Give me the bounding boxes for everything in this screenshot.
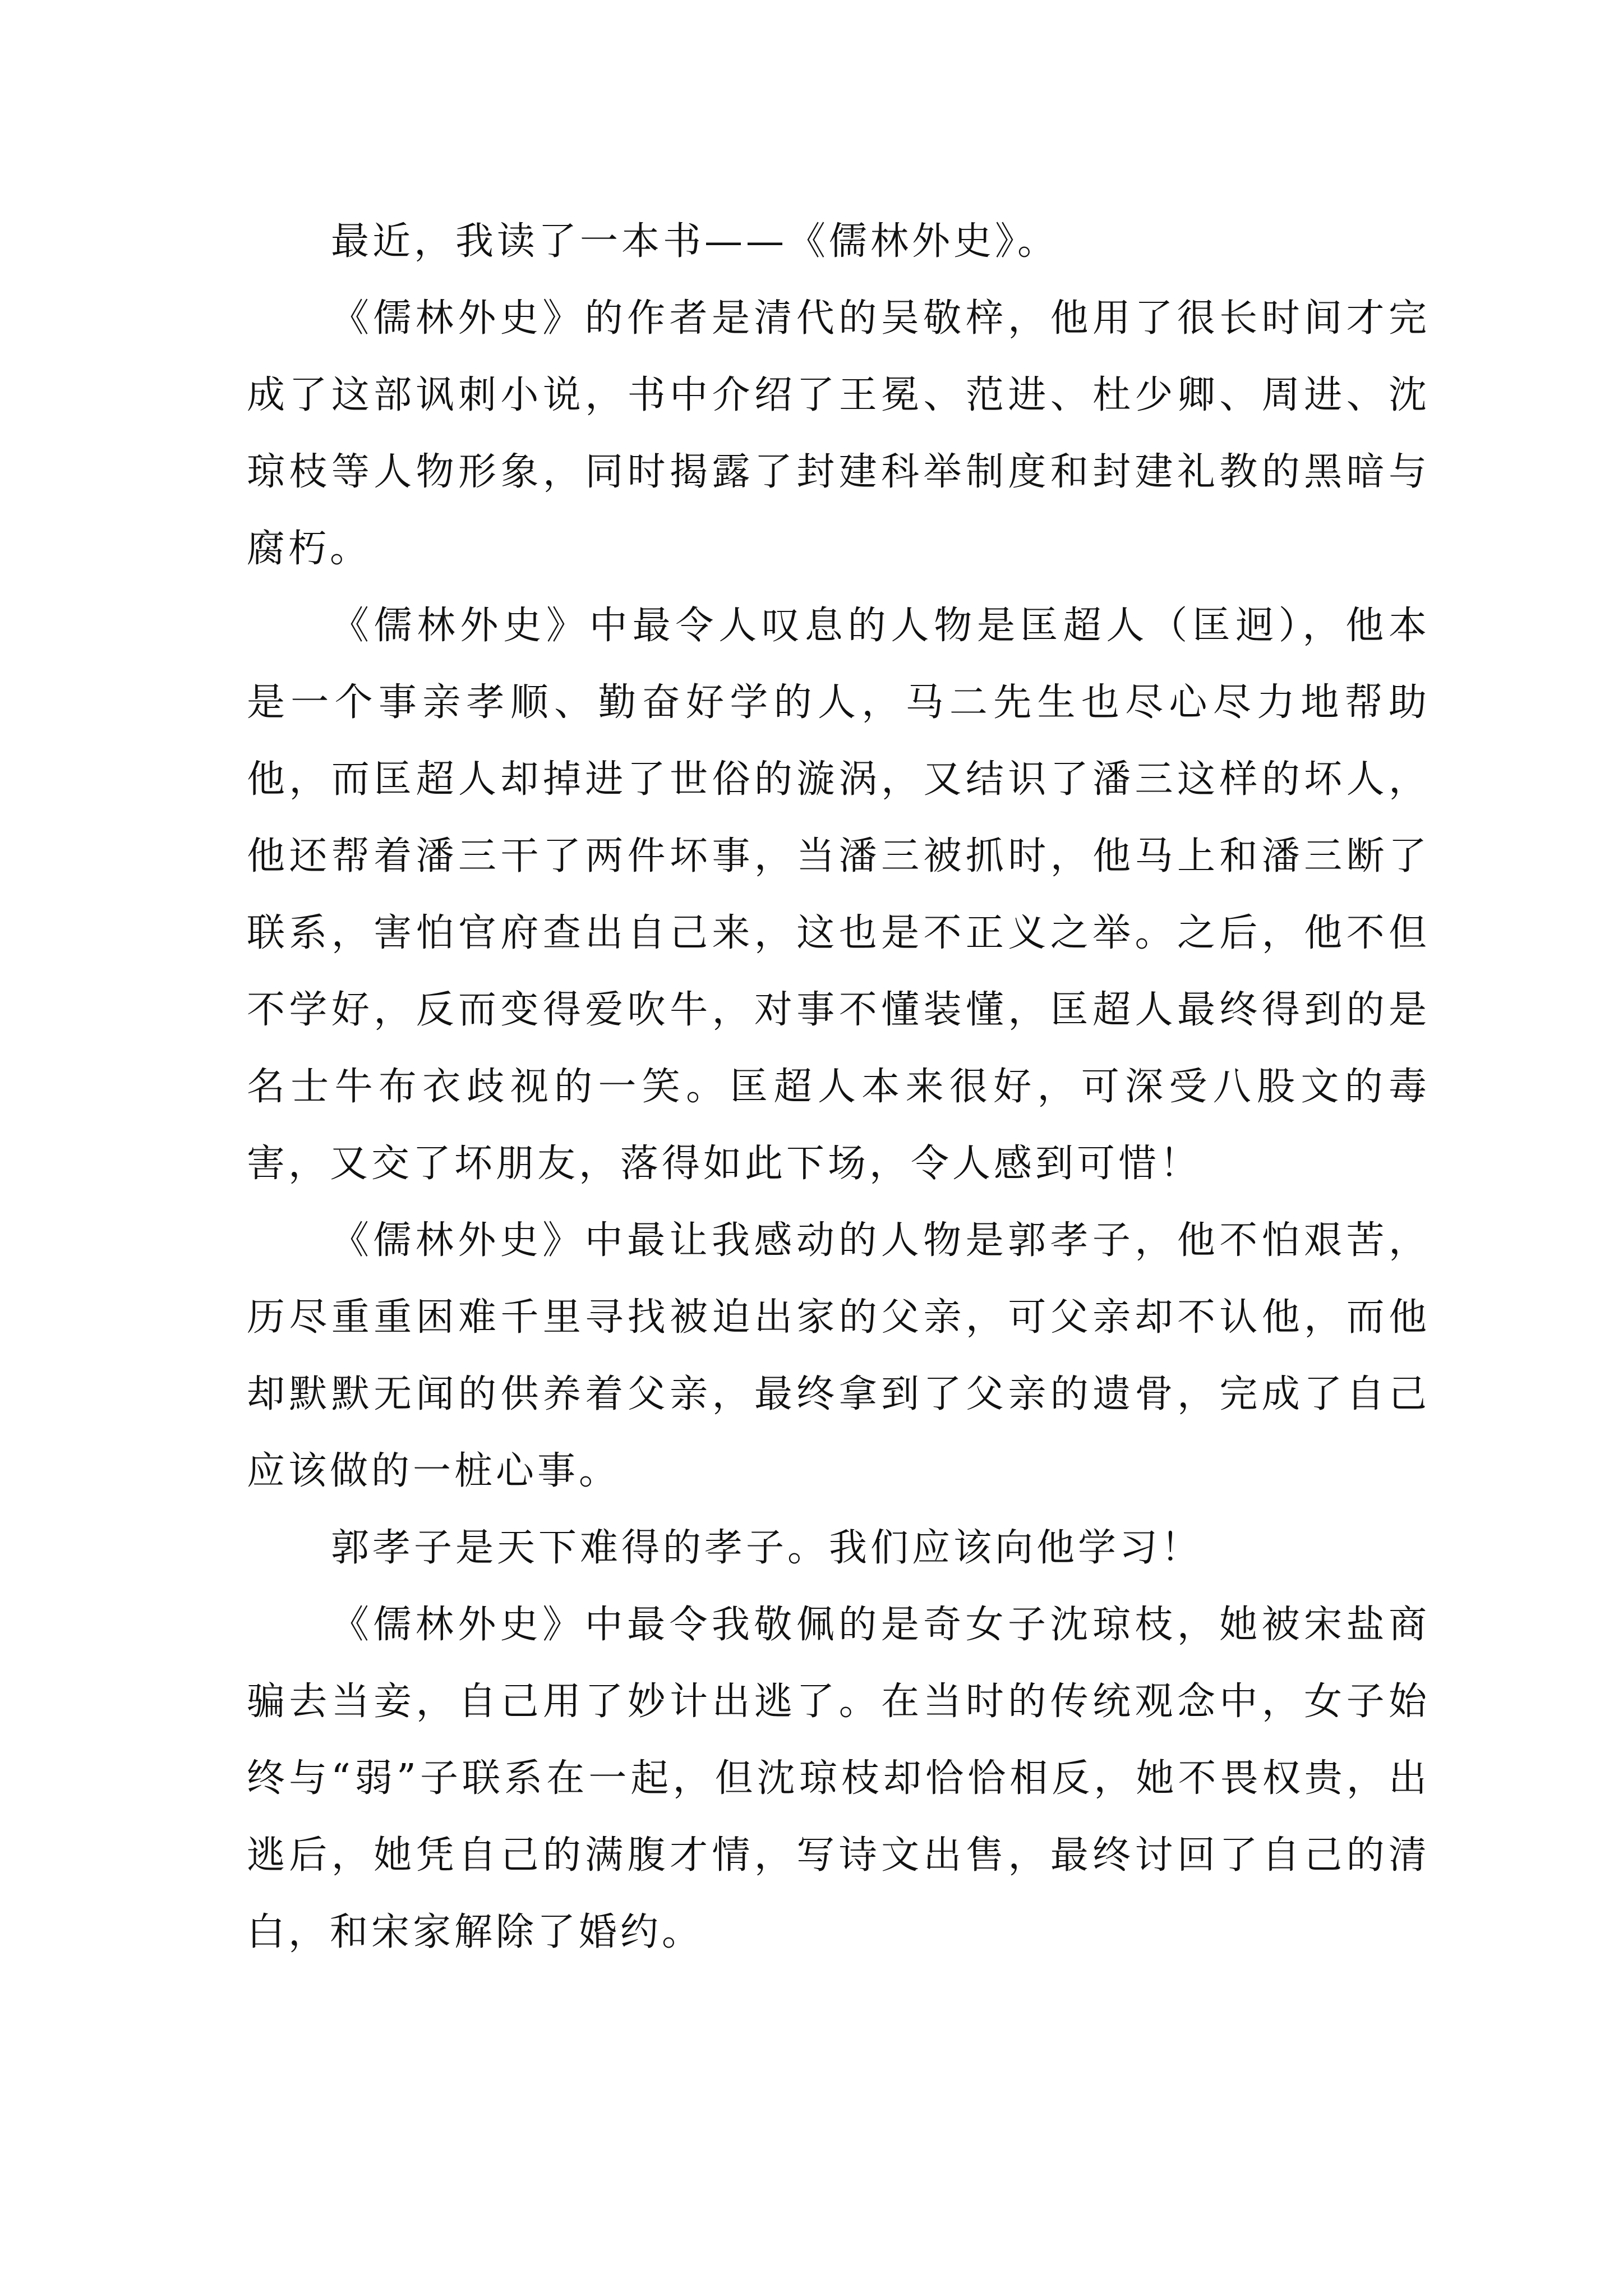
paragraph-kuang-chaoren: 《儒林外史》中最令人叹息的人物是匡超人（匡迥），他本是一个事亲孝顺、勤奋好学的人，马二先生也尽心尽力地帮助他，而匡超人却掉进了世俗的漩涡，又结识了潘三这样的坏人，他还帮着潘三干了两件坏事，当潘三被抓时，他马上和潘三断了联系，害怕官府查出自己来，这也是不正义之举。之后，他不但不学好，反而变得爱吹牛，对事不懂装懂，匡超人最终得到的是名士牛布衣歧视的一笑。匡超人本来很好，可深受八股文的毒害，又交了坏朋友，落得如此下场，令人感到可惜！ xyxy=(247,604,1430,1186)
paragraph-intro: 最近，我读了一本书——《儒林外史》。 xyxy=(331,219,1059,264)
paragraph-guo-xiaozi: 《儒林外史》中最让我感动的人物是郭孝子，他不怕艰苦，历尽重重困难千里寻找被迫出家的父亲，可父亲却不认他，而他却默默无闻的供养着父亲，最终拿到了父亲的遗骨，完成了自己应该做的一桩心事。 xyxy=(247,1218,1430,1493)
document-body xyxy=(247,203,1430,1971)
paragraph-author: 《儒林外史》的作者是清代的吴敬梓，他用了很长时间才完成了这部讽刺小说，书中介绍了王冕、范进、杜少卿、周进、沈琼枝等人物形象，同时揭露了封建科举制度和封建礼教的黑暗与腐朽。 xyxy=(247,296,1430,571)
paragraph-shen-qiongzhi: 《儒林外史》中最令我敬佩的是奇女子沈琼枝，她被宋盐商骗去当妾，自己用了妙计出逃了。在当时的传统观念中，女子始终与“弱”子联系在一起，但沈琼枝却恰恰相反，她不畏权贵，出逃后，她凭自己的满腹才情，写诗文出售，最终讨回了自己的清白，和宋家解除了婚约。 xyxy=(247,1603,1430,1954)
paragraph-guo-xiaozi-summary: 郭孝子是天下难得的孝子。我们应该向他学习！ xyxy=(331,1526,1203,1570)
